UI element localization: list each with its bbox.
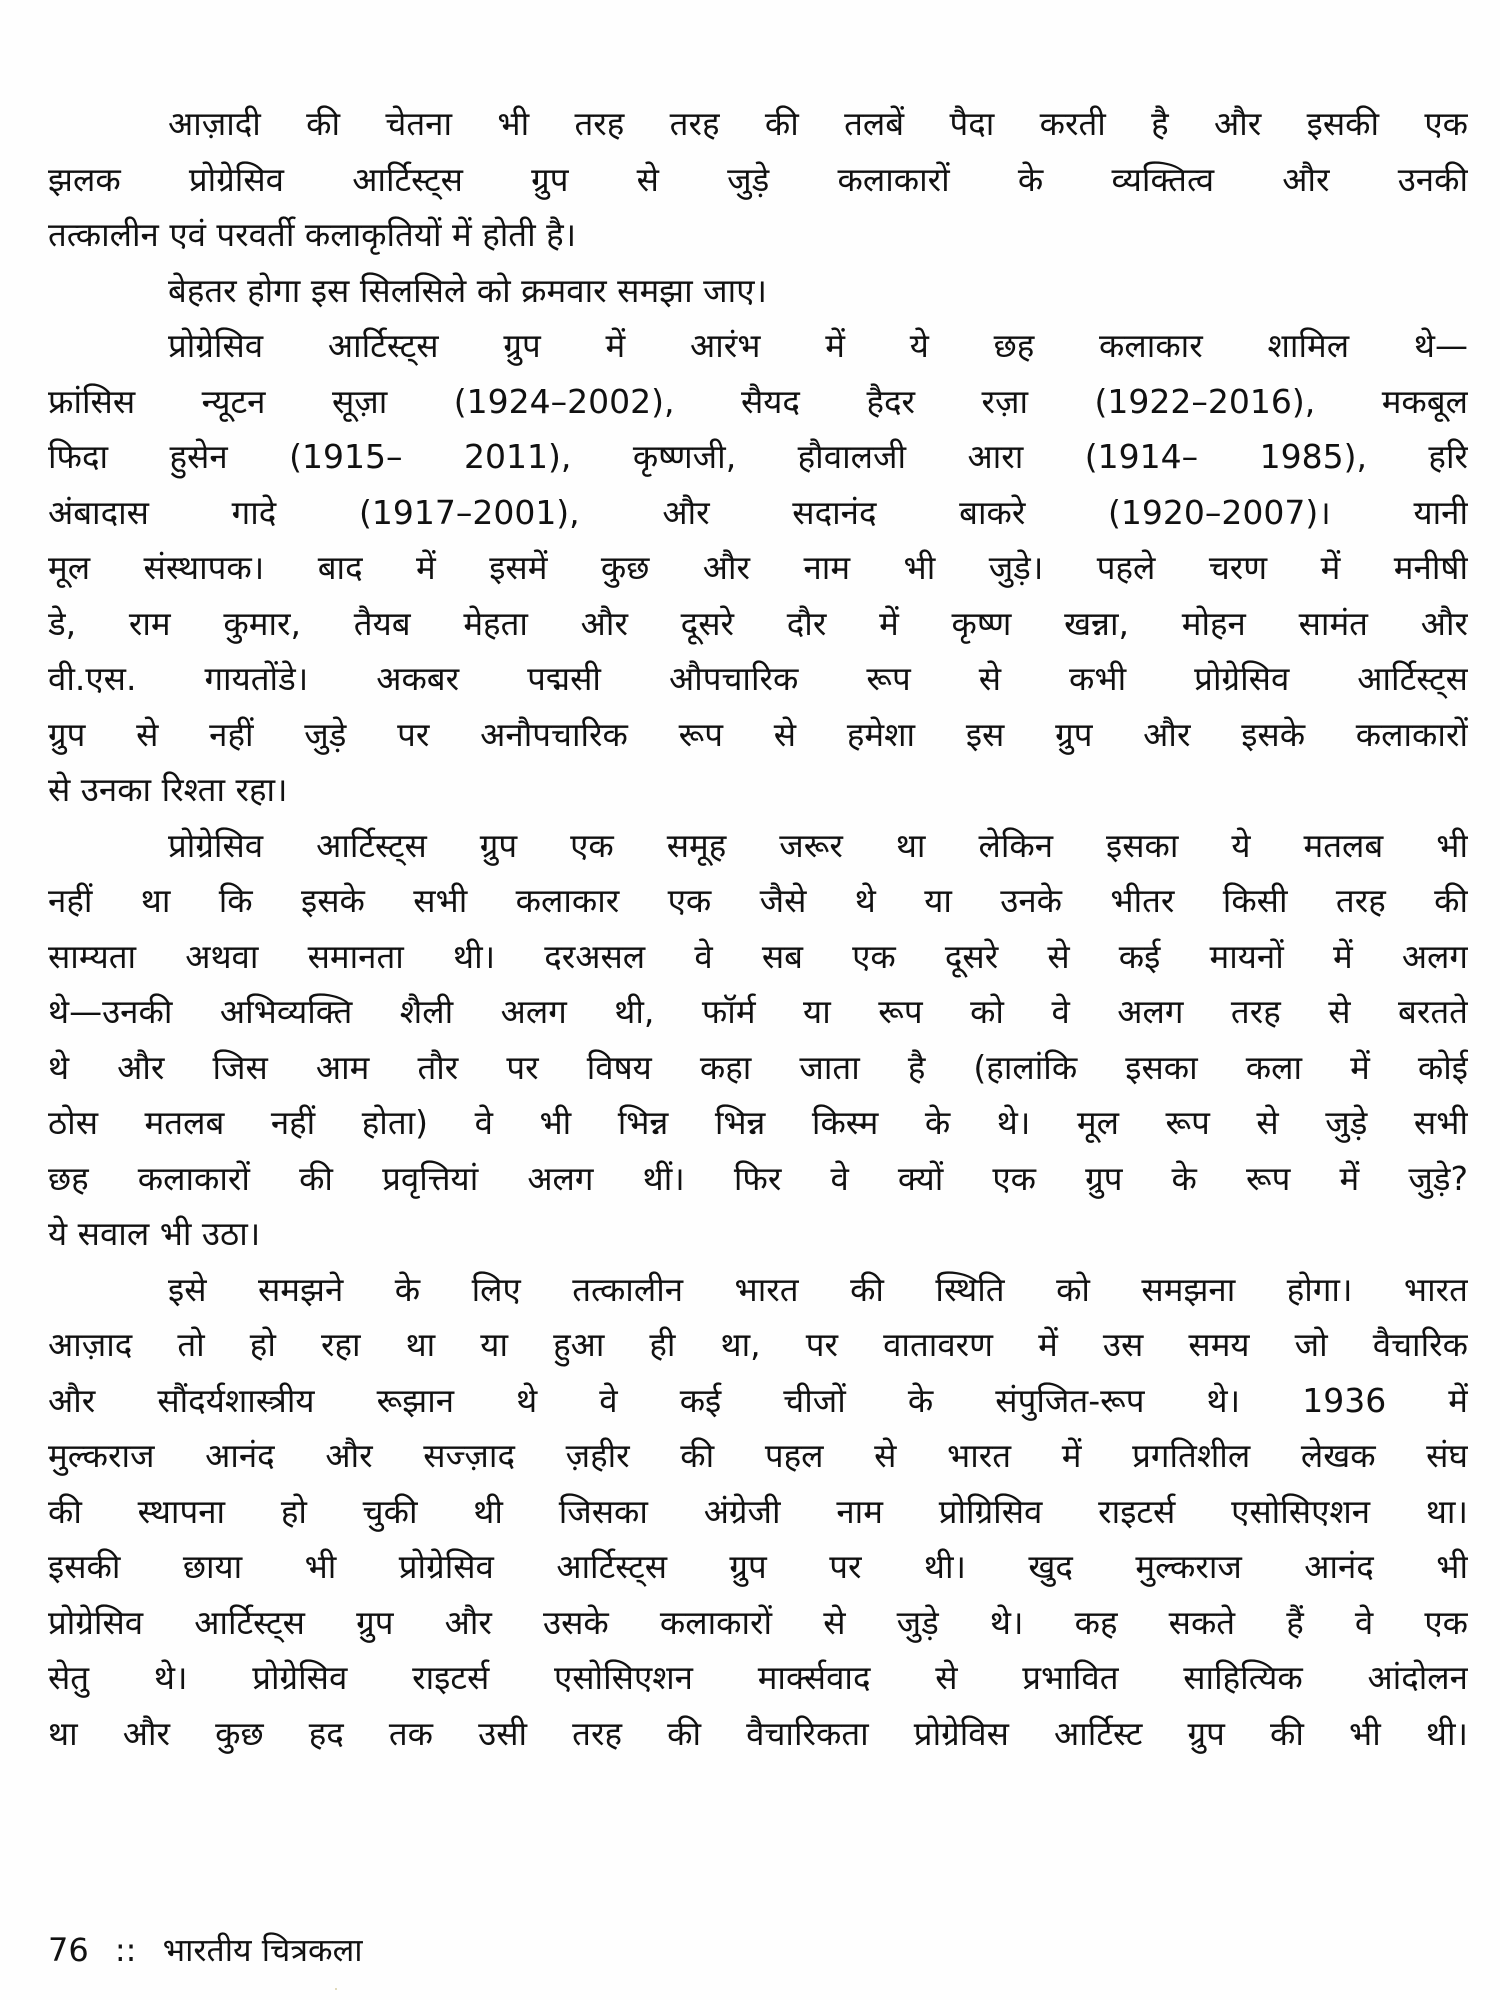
page-number: 76 — [48, 1931, 89, 1969]
text-line: मूल संस्थापक। बाद में इसमें कुछ और नाम भी जुड़े। पहले चरण में मनीषी — [48, 548, 1468, 587]
text-line: तत्कालीन एवं परवर्ती कलाकृतियों में होती है। — [48, 215, 577, 254]
text-line: बेहतर होगा इस सिलसिले को क्रमवार समझा जाए। — [168, 270, 767, 310]
text-line: झलक प्रोग्रेसिव आर्टिस्ट्स ग्रुप से जुड़े कलाकारों के व्यक्तित्व और उनकी — [48, 159, 1468, 199]
text-line: मुल्कराज आनंद और सज्ज़ाद ज़हीर की पहल से भारत में प्रगतिशील लेखक संघ — [48, 1436, 1468, 1475]
text-line: ये सवाल भी उठा। — [48, 1214, 261, 1253]
footer-separator: :: — [114, 1931, 137, 1969]
text-line: की स्थापना हो चुकी थी जिसका अंग्रेजी नाम प्रोग्रिसिव राइटर्स एसोसिएशन था। — [48, 1491, 1468, 1531]
text-line: से उनका रिश्ता रहा। — [48, 770, 288, 809]
text-line: प्रोग्रेसिव आर्टिस्ट्स ग्रुप और उसके कलाकारों से जुड़े थे। कह सकते हैं वे एक — [48, 1602, 1468, 1642]
body-text — [48, 96, 1468, 1761]
text-line: थे और जिस आम तौर पर विषय कहा जाता है (हालांकि इसका कला में कोई — [48, 1047, 1468, 1087]
text-line: इसकी छाया भी प्रोग्रेसिव आर्टिस्ट्स ग्रुप पर थी। खुद मुल्कराज आनंद भी — [48, 1547, 1468, 1586]
text-line: आज़ाद तो हो रहा था या हुआ ही था, पर वातावरण में उस समय जो वैचारिक — [48, 1325, 1468, 1364]
text-line: था और कुछ हद तक उसी तरह की वैचारिकता प्रोग्रेविस आर्टिस्ट ग्रुप की भी थी। — [48, 1713, 1468, 1753]
text-line: आज़ादी की चेतना भी तरह तरह की तलबें पैदा करती है और इसकी एक — [168, 104, 1468, 143]
text-line: सेतु थे। प्रोग्रेसिव राइटर्स एसोसिएशन मार्क्सवाद से प्रभावित साहित्यिक आंदोलन — [48, 1658, 1468, 1697]
text-line: थे—उनकी अभिव्यक्ति शैली अलग थी, फॉर्म या रूप को वे अलग तरह से बरतते — [48, 992, 1468, 1031]
text-line: इसे समझने के लिए तत्कालीन भारत की स्थिति को समझना होगा। भारत — [168, 1269, 1468, 1309]
text-line: प्रोग्रेसिव आर्टिस्ट्स ग्रुप एक समूह जरूर था लेकिन इसका ये मतलब भी — [168, 825, 1468, 865]
text-line: नहीं था कि इसके सभी कलाकार एक जैसे थे या उनके भीतर किसी तरह की — [48, 881, 1468, 920]
text-line: ग्रुप से नहीं जुड़े पर अनौपचारिक रूप से हमेशा इस ग्रुप और इसके कलाकारों — [48, 714, 1468, 754]
text-line: वी.एस. गायतोंडे। अकबर पद्मसी औपचारिक रूप से कभी प्रोग्रेसिव आर्टिस्ट्स — [48, 659, 1468, 698]
text-line: साम्यता अथवा समानता थी। दरअसल वे सब एक दूसरे से कई मायनों में अलग — [48, 936, 1468, 976]
text-line: डे, राम कुमार, तैयब मेहता और दूसरे दौर में कृष्ण खन्ना, मोहन सामंत और — [48, 603, 1468, 643]
page-footer — [48, 1928, 363, 1972]
text-line: ठोस मतलब नहीं होता) वे भी भिन्न भिन्न किस्म के थे। मूल रूप से जुड़े सभी — [48, 1103, 1468, 1142]
paper-speck — [335, 1988, 337, 1990]
text-line: छह कलाकारों की प्रवृत्तियां अलग थीं। फिर वे क्यों एक ग्रुप के रूप में जुड़े? — [48, 1158, 1468, 1198]
text-line: फ्रांसिस न्यूटन सूज़ा (1924–2002), सैयद हैदर रज़ा (1922–2016), मकबूल — [48, 381, 1468, 421]
text-line: प्रोग्रेसिव आर्टिस्ट्स ग्रुप में आरंभ में ये छह कलाकार शामिल थे— — [168, 326, 1468, 365]
text-line: फिदा हुसेन (1915– 2011), कृष्णजी, हौवालजी आरा (1914– 1985), हरि — [48, 437, 1468, 476]
text-line: अंबादास गादे (1917–2001), और सदानंद बाकरे (1920–2007)। यानी — [48, 492, 1468, 532]
text-line: और सौंदर्यशास्त्रीय रूझान थे वे कई चीजों के संपुजित-रूप थे। 1936 में — [48, 1380, 1468, 1420]
book-title: भारतीय चित्रकला — [162, 1931, 363, 1969]
